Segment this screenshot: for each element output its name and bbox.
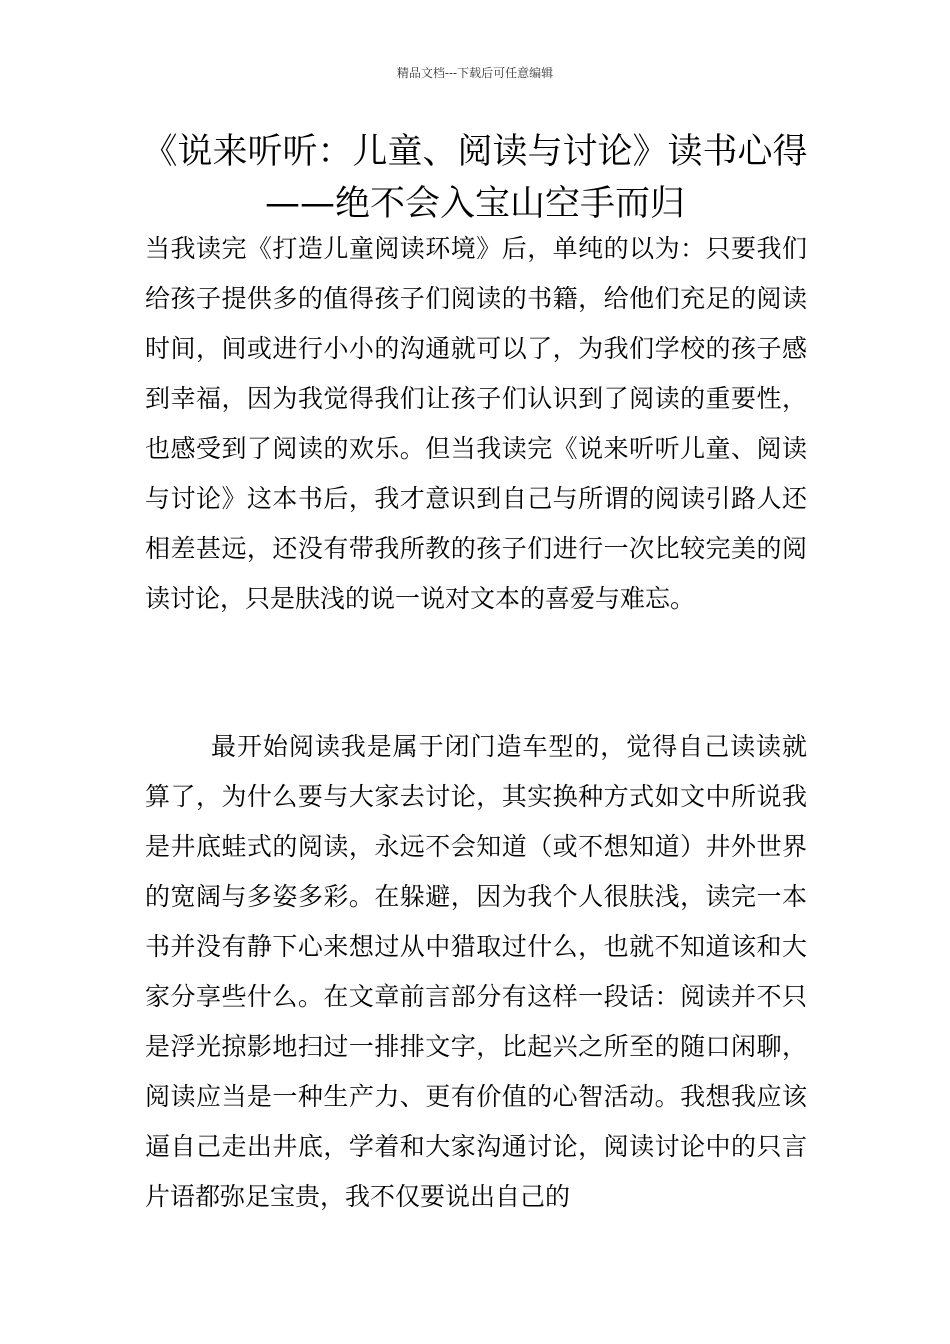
header-note: 精品文档---下载后可任意编辑 (396, 66, 554, 80)
body-paragraph-2: 最开始阅读我是属于闭门造车型的，觉得自己读读就算了，为什么要与大家去讨论，其实换种方式如文中所说我是井底蛙式的阅读，永远不会知道（或不想知道）井外世界的宽阔与多姿多彩。在躲避，因为我个人很肤浅，读完一本书并没有静下心来想过从中猎取过什么，也就不知道该和大家分享些什么。在文章前言部分有这样一段话：阅读并不只是浮光掠影地扫过一排排文字，比起兴之所至的随口闲聊，阅读应当是一种生产力、更有价值的心智活动。我想我应该逼自己走出井底，学着和大家沟通讨论，阅读讨论中的只言片语都弥足宝贵，我不仅要说出自己的 (145, 732, 807, 1211)
body-paragraph-1: 当我读完《打造儿童阅读环境》后，单纯的以为：只要我们给孩子提供多的值得孩子们阅读的书籍，给他们充足的阅读时间，间或进行小小的沟通就可以了，为我们学校的孩子感到幸福，因为我觉得我们让孩子们认识到了阅读的重要性，也感受到了阅读的欢乐。但当我读完《说来听听儿童、阅读与讨论》这本书后，我才意识到自己与所谓的阅读引路人还相差甚远，还没有带我所教的孩子们进行一次比较完美的阅读讨论，只是肤浅的说一说对文本的喜爱与难忘。 (145, 234, 807, 613)
document-title: 《说来听听：儿童、阅读与讨论》读书心得——绝不会入宝山空手而归 (142, 132, 808, 224)
